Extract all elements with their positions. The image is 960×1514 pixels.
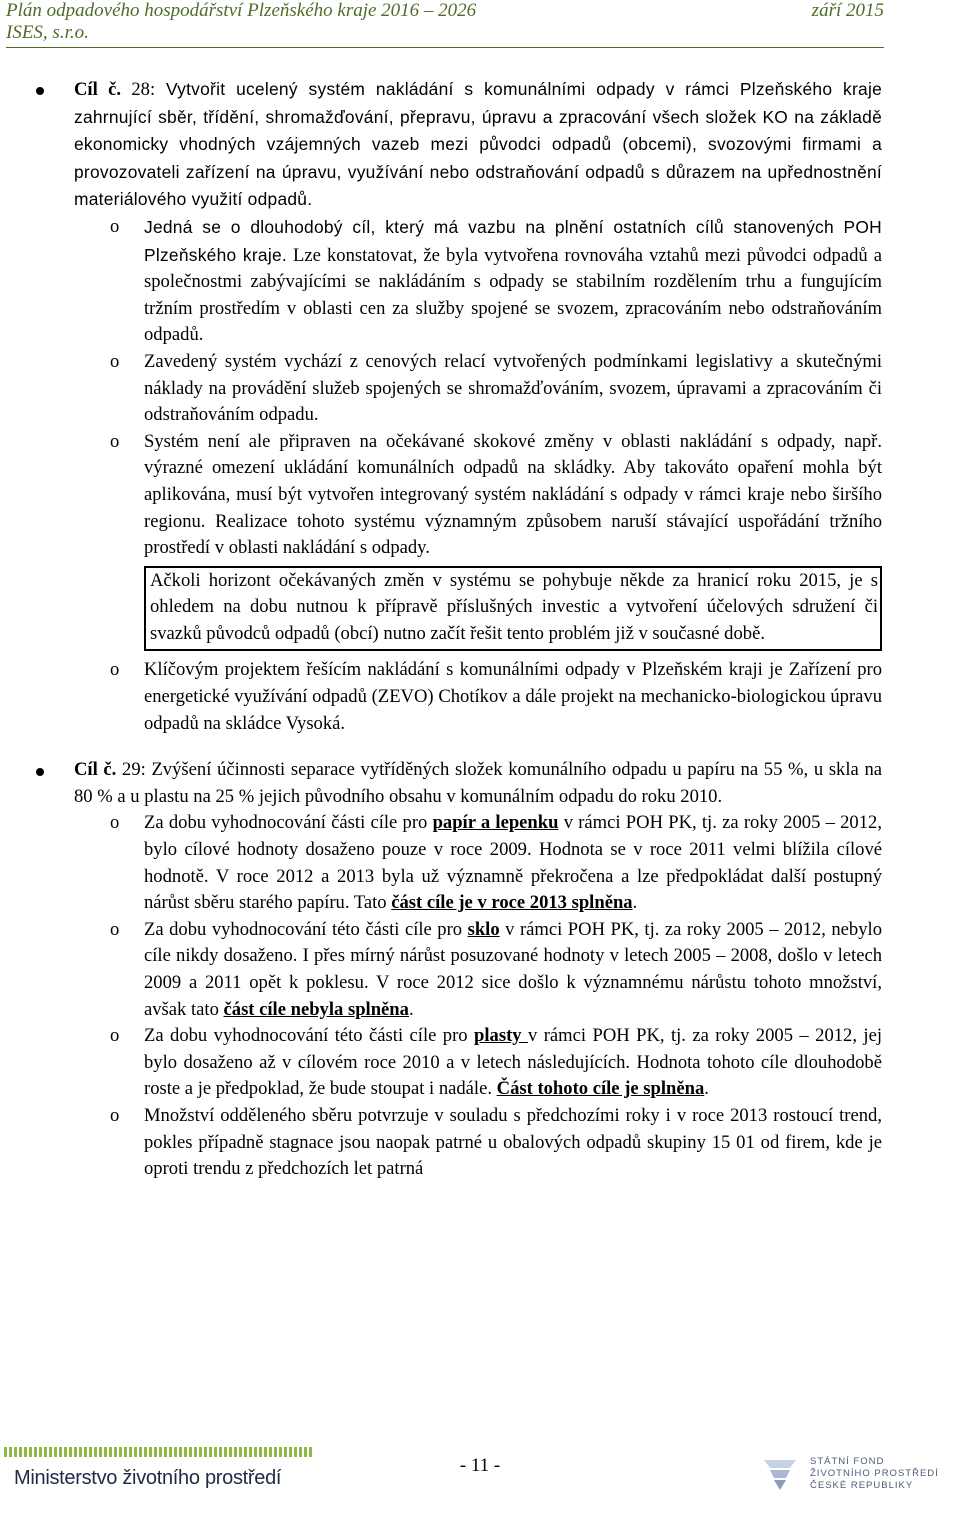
document-body <box>74 76 882 1183</box>
goal-text: Vytvořit ucelený systém nakládání s komunálními odpady v rámci Plzeňského kraje zahrnující sběr, třídění, shromažďování, přepravu, úpravu a zpracování všech složek KO na základě ekonomicky vhodných vzájemných vazeb mezi původci odpadů (obcemi), svozovými firmami a provozovateli zařízení na úpravu, využívání nebo odstraňování odpadů s důrazem na upřednostnění materiálového využití odpadů. <box>74 79 882 210</box>
list-item <box>74 917 882 1023</box>
emphasis-result: část cíle nebyla splněna <box>223 998 409 1020</box>
fund-emblem-icon <box>760 1452 800 1492</box>
page-number: - 11 - <box>459 1455 501 1476</box>
list-item <box>74 349 882 429</box>
list-text: Množství odděleného sběru potvrzuje v souladu s předchozími roky i v roce 2013 rostoucí trend, pokles případně stagnace jsou naopak patrné u obalových odpadů skupiny 15 01 od firem, kde je oproti trendu z předchozích let patrná <box>144 1104 882 1180</box>
list-marker: o <box>110 1104 120 1126</box>
list-item <box>74 1023 882 1103</box>
list-text: Systém není ale připraven na očekávané skokové změny v oblasti nakládání s odpady, např. výrazné omezení ukládání komunálních odpadů na skládky. Aby takováto opaření mohla být aplikována, musí být vytvořen integrovaný systém nakládání s odpady v rámci kraje nebo širšího regionu. Realizace tohoto systému významným způsobem naruší stávající uspořádání tržního prostředí v oblasti nakládání s odpady. <box>144 430 882 559</box>
list-marker: o <box>110 659 120 681</box>
list-item <box>74 810 882 916</box>
list-item <box>74 429 882 562</box>
list-marker: o <box>110 812 120 834</box>
list-text: v rámci POH PK, tj. za roky 2005 – 2012, jej bylo dosaženo až v cílovém roce 2010 a v letech následujících. Hodnota tohoto cíle dlouhodobě roste a je předpoklad, že bude stoupat i nadále. <box>144 1025 882 1100</box>
list-item <box>74 1103 882 1183</box>
emphasis-glass: sklo <box>467 918 500 940</box>
document-date: září 2015 <box>811 0 884 21</box>
list-text: Za dobu vyhodnocování této části cíle pro <box>144 918 468 940</box>
goal-number: 28: <box>121 79 156 100</box>
fund-name: STÁTNÍ FOND ŽIVOTNÍHO PROSTŘEDÍ ČESKÉ REPUBLIKY <box>810 1456 939 1491</box>
emphasis-paper: papír a lepenku <box>432 812 559 834</box>
goal-28 <box>74 76 882 214</box>
list-item <box>74 657 882 737</box>
bullet-icon <box>36 768 44 776</box>
goal-label: Cíl č. <box>74 79 122 100</box>
company-name: ISES, s.r.o. <box>6 22 89 43</box>
document-title: Plán odpadového hospodářství Plzeňského kraje 2016 – 2026 <box>6 0 477 21</box>
ministry-name: Ministerstvo životního prostředí <box>14 1467 282 1489</box>
header-divider <box>6 47 884 48</box>
bullet-icon <box>36 87 44 95</box>
list-text: Jedná se o dlouhodobý cíl, který má vazbu na plnění ostatních cílů stanovených POH Plzeňského kraje. <box>144 216 882 265</box>
goal-29 <box>74 757 882 810</box>
list-item <box>74 214 882 349</box>
list-marker: o <box>110 350 120 372</box>
list-marker: o <box>110 215 120 237</box>
list-text: Lze konstatovat, že byla vytvořena rovnováha vztahů mezi původci odpadů a společnostmi zabývajícími se nakládáním s odpady se stabilním rozdělením trhu a fungujícím tržním prostředím v oblasti cen za služby spojené se svozem, zpracováním nebo odstraňováním odpadů. <box>144 244 882 346</box>
page-header <box>6 0 884 50</box>
list-text: . <box>704 1078 709 1100</box>
list-text: . <box>408 998 414 1020</box>
goal-number: 29: <box>116 759 146 781</box>
goal-label: Cíl č. <box>74 759 117 781</box>
list-text: v rámci POH PK, tj. za roky 2005 – 2012, nebylo cíle nikdy dosaženo. I přes mírný nárůst posuzované hodnoty v letech 2005 – 2008, došlo v letech 2009 a 2011 opět k poklesu. V roce 2012 sice došlo k významnému nárůstu tohoto množství, avšak tato <box>144 918 882 1020</box>
emphasis-result: Část tohoto cíle je splněna <box>496 1078 705 1100</box>
list-marker: o <box>110 430 120 452</box>
list-marker: o <box>110 918 120 940</box>
list-text: Klíčovým projektem řešícím nakládání s komunálními odpady v Plzeňském kraji je Zařízení pro energetické využívání odpadů (ZEVO) Chotíkov a dále projekt na mechanicko-biologickou úpravu odpadů na skládce Vysoká. <box>144 659 882 734</box>
list-text: v rámci POH PK, tj. za roky 2005 – 2012, bylo cílové hodnoty dosaženo pouze v roce 2009. Hodnota se v roce 2011 velmi blížila cílové hodnotě. V roce 2012 a 2013 byla už významně překročena a lze předpokládat další postupný nárůst sběru starého papíru. Tato <box>144 812 882 914</box>
emphasis-plastic: plasty <box>474 1025 528 1047</box>
emphasis-result: část cíle je v roce 2013 splněna <box>391 892 633 914</box>
boxed-note-wrapper <box>74 566 882 652</box>
list-text: . <box>632 892 638 914</box>
list-text: Za dobu vyhodnocování části cíle pro <box>144 812 433 834</box>
goal-text: Zvýšení účinnosti separace vytříděných složek komunálního odpadu u papíru na 55 %, u skla na 80 % a u plastu na 25 % jejich původního obsahu v komunálním odpadu do roku 2010. <box>74 759 882 807</box>
list-text: Zavedený systém vychází z cenových relací vytvořených podmínkami legislativy a skutečnými náklady na provádění služeb spojených se shromažďováním, svozem, úpravami a zpracováním či odstraňováním odpadu. <box>144 350 882 426</box>
boxed-note: Ačkoli horizont očekávaných změn v systému se pohybuje někde za hranicí roku 2015, je s ohledem na dobu nutnou k přípravě příslušných investic a vytvoření účelových sdružení či svazků původců odpadů (obcí) nutno začít řešit tento problém již v současné době. <box>144 566 882 652</box>
list-text: Za dobu vyhodnocování této části cíle pro <box>144 1025 475 1047</box>
fund-logo <box>760 1450 950 1500</box>
list-marker: o <box>110 1025 120 1047</box>
